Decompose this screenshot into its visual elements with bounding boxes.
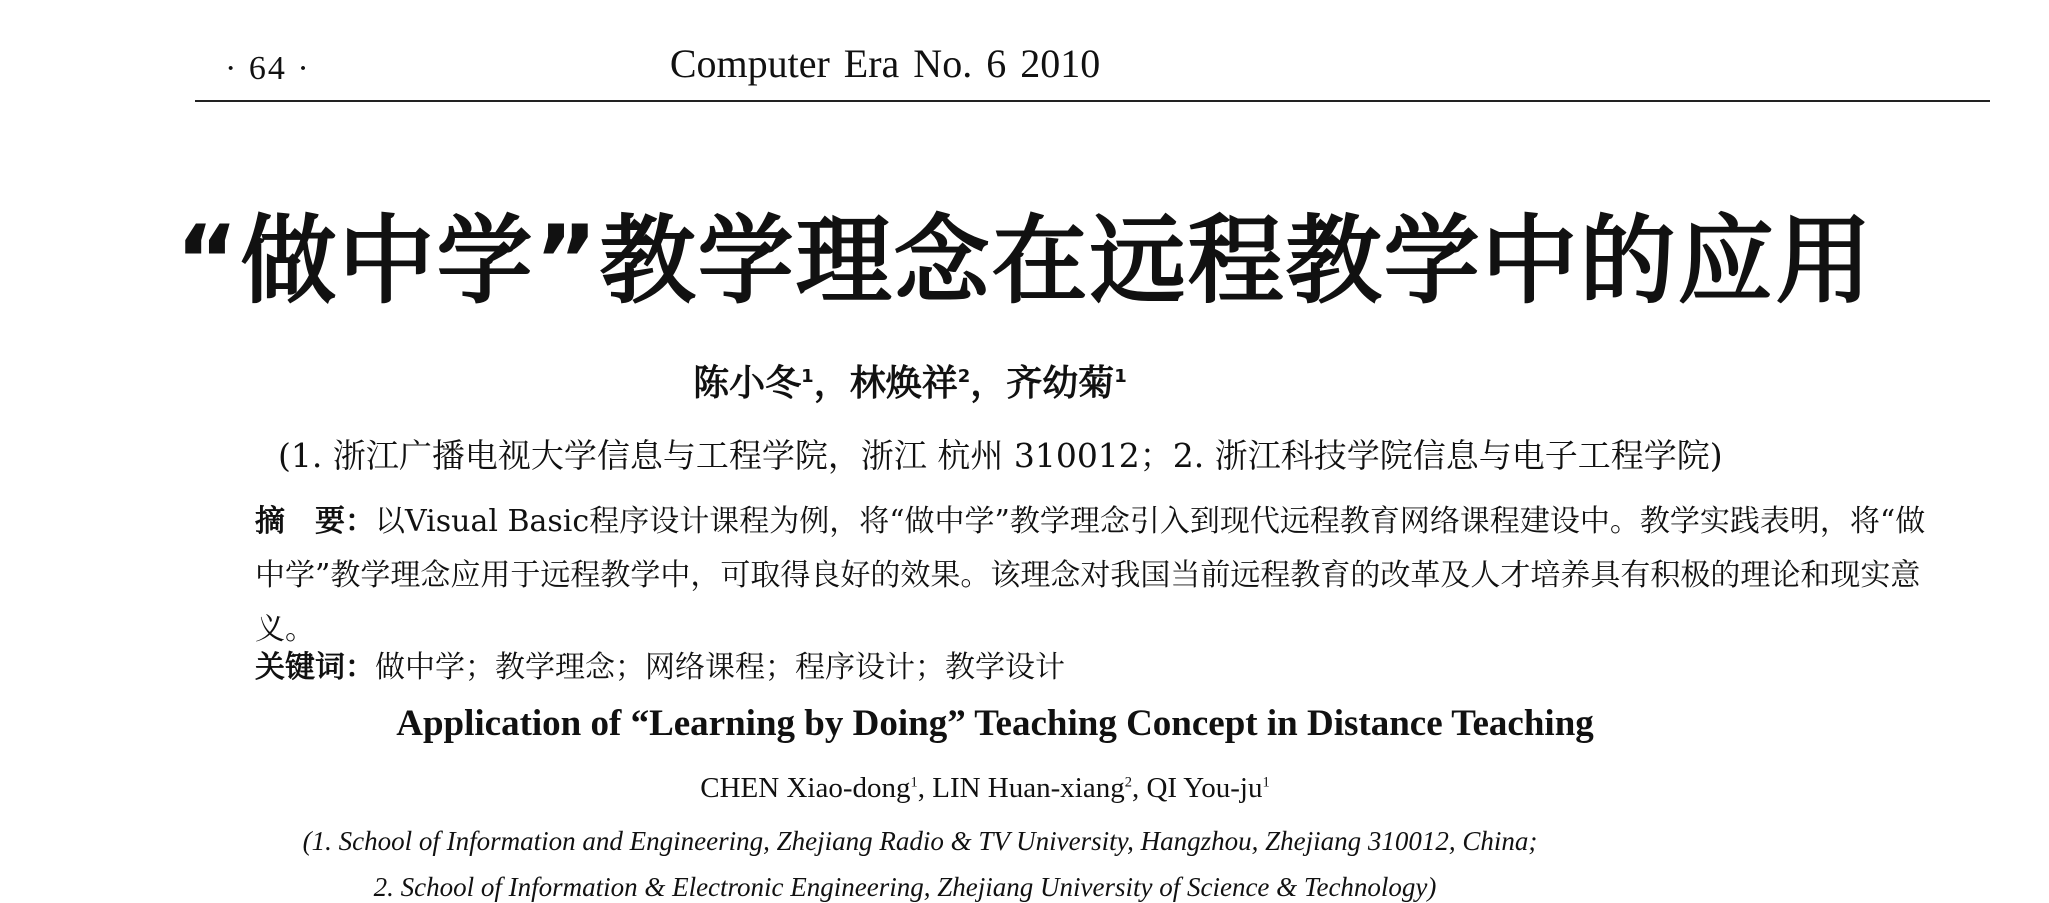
journal-header: Computer Era No. 6 2010 bbox=[669, 41, 1101, 86]
affiliation-mark: 2 bbox=[957, 366, 971, 387]
author-separator: ， bbox=[813, 363, 850, 404]
affiliation-mark: 1 bbox=[1262, 774, 1270, 791]
page-number: · 64 · bbox=[225, 50, 311, 87]
author-name: LIN Huan-xiang bbox=[932, 772, 1125, 804]
author-name: 林焕祥 bbox=[849, 363, 958, 404]
title-english: Application of “Learning by Doing” Teaching Concept in Distance Teaching bbox=[396, 703, 1594, 744]
authors-chinese bbox=[0, 355, 1820, 406]
title-chinese: “做中学”教学理念在远程教学中的应用 bbox=[175, 205, 1874, 317]
affiliation-chinese: (1. 浙江广播电视大学信息与工程学院，浙江 杭州 310012；2. 浙江科技学院信息与电子工程学院) bbox=[278, 436, 1723, 475]
author-name: QI You-ju bbox=[1146, 772, 1263, 804]
author-separator: , bbox=[1131, 772, 1147, 804]
keywords bbox=[255, 642, 1065, 686]
authors-english bbox=[0, 772, 1970, 805]
author-name: 齐幼菊 bbox=[1006, 363, 1115, 404]
keywords-text: 做中学；教学理念；网络课程；程序设计；教学设计 bbox=[375, 650, 1065, 685]
author-separator: , bbox=[917, 772, 933, 804]
affiliation-mark: 2 bbox=[1124, 774, 1132, 791]
abstract-label: 摘 要： bbox=[255, 504, 375, 539]
keywords-label: 关键词： bbox=[255, 650, 375, 685]
affiliation-mark: 1 bbox=[910, 774, 918, 791]
author-name: 陈小冬 bbox=[693, 363, 802, 404]
author-separator: ， bbox=[970, 363, 1007, 404]
abstract bbox=[255, 495, 1935, 657]
affiliation-mark: 1 bbox=[1114, 366, 1127, 387]
author-name: CHEN Xiao-dong bbox=[700, 772, 911, 804]
affiliation-mark: 1 bbox=[801, 366, 814, 387]
affiliation-english-line: (1. School of Information and Engineering, Zhejiang Radio & TV University, Hangzhou, Zhejiang 310012, China; bbox=[302, 826, 1538, 856]
affiliation-english-line: 2. School of Information & Electronic Engineering, Zhejiang University of Science & Technology) bbox=[373, 872, 1437, 902]
header-rule bbox=[195, 100, 1990, 102]
abstract-text: 以Visual Basic程序设计课程为例，将“做中学”教学理念引入到现代远程教育网络课程建设中。教学实践表明，将“做中学”教学理念应用于远程教学中，可取得良好的效果。该理念对我国当前远程教育的改革及人才培养具有积极的理论和现实意义。 bbox=[255, 504, 1926, 647]
